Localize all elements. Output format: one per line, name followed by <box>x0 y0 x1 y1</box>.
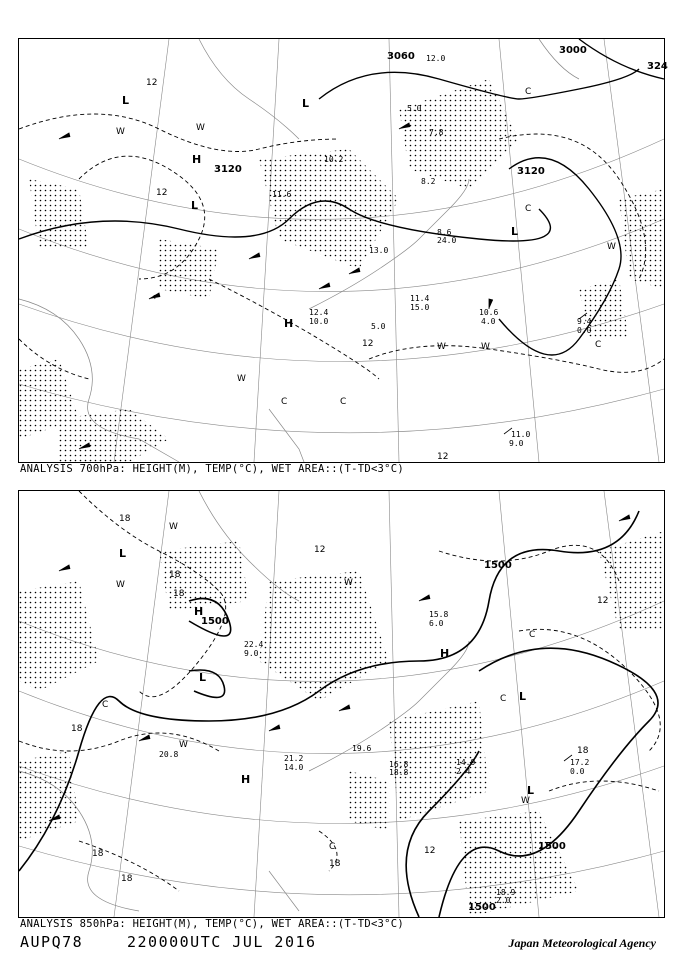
station-value: 5.0 <box>371 322 386 331</box>
height-label: 1500 <box>538 841 566 852</box>
isotherm-label: 12 <box>362 339 374 349</box>
isotherm-label: 12 <box>597 596 609 606</box>
low-center: L <box>302 97 310 110</box>
top-panel-caption: ANALYSIS 700hPa: HEIGHT(M), TEMP(°C), WET AREA::(T-TD<3°C) <box>20 463 405 475</box>
station-value: 9.4 <box>577 317 592 326</box>
station-value: 5.0 <box>407 104 422 113</box>
station-value: 8.2 <box>421 177 436 186</box>
cold-center: C <box>329 842 336 852</box>
map-700hpa-canvas <box>19 39 668 462</box>
station-value: 16.8 <box>389 760 409 769</box>
warm-center: W <box>179 740 188 750</box>
low-center: L <box>119 547 127 560</box>
station-value: 11.4 <box>410 294 430 303</box>
isotherm-label: 12 <box>424 846 436 856</box>
warm-center: W <box>116 580 125 590</box>
low-center: L <box>519 690 527 703</box>
station-value: 11.0 <box>511 430 531 439</box>
low-center: L <box>122 94 130 107</box>
station-value: 0.0 <box>570 767 585 776</box>
station-value: 7.8 <box>429 128 444 137</box>
isotherm-label: 12 <box>314 545 326 555</box>
station-value: 15.0 <box>410 303 430 312</box>
low-center: L <box>511 225 519 238</box>
station-value: 2.0 <box>496 896 511 905</box>
isotherm-label: 18 <box>577 746 589 756</box>
station-value: 22.4 <box>244 640 264 649</box>
cold-center: C <box>595 340 602 350</box>
isotherm-label: 18 <box>121 874 133 884</box>
high-center: H <box>440 647 450 660</box>
isotherm-label: 12 <box>156 188 168 198</box>
height-label: 1500 <box>468 902 496 913</box>
station-value: 19.6 <box>352 744 372 753</box>
map-850hpa <box>18 490 665 918</box>
station-value: 17.2 <box>570 758 590 767</box>
height-label: 1500 <box>484 560 512 571</box>
low-center: L <box>199 671 207 684</box>
low-center: L <box>191 199 199 212</box>
isotherm-label: 18 <box>329 859 341 869</box>
high-center: H <box>194 605 204 618</box>
station-value: 21.2 <box>284 754 304 763</box>
station-value: 9.0 <box>509 439 524 448</box>
station-value: 12.0 <box>426 54 446 63</box>
station-value: 20.8 <box>159 750 179 759</box>
high-center: H <box>192 153 202 166</box>
warm-center: W <box>481 342 490 352</box>
cold-center: C <box>525 204 532 214</box>
warm-center: W <box>521 796 530 806</box>
station-value: 10.0 <box>309 317 329 326</box>
height-label: 3120 <box>214 164 242 175</box>
map-850hpa-canvas <box>19 491 664 917</box>
cold-center: C <box>281 397 288 407</box>
bulletin-code: AUPQ78 <box>20 933 84 951</box>
station-value: 15.8 <box>429 610 449 619</box>
station-value: 12.4 <box>309 308 329 317</box>
station-value: 6.0 <box>429 619 444 628</box>
height-label: 3120 <box>517 166 545 177</box>
cold-center: C <box>340 397 347 407</box>
station-value: 18.8 <box>389 768 409 777</box>
warm-center: W <box>196 123 205 133</box>
station-value: 10.2 <box>324 155 344 164</box>
map-700hpa <box>18 38 668 463</box>
isotherm-label: 12 <box>437 452 449 462</box>
station-value: 11.6 <box>272 190 292 199</box>
height-label: 1500 <box>201 616 229 627</box>
warm-center: W <box>116 127 125 137</box>
analysis-time: 220000UTC JUL 2016 <box>127 933 317 951</box>
station-value: 18.9 <box>496 888 516 897</box>
isotherm-label: 18 <box>173 589 185 599</box>
high-center: H <box>284 317 294 330</box>
high-center: H <box>241 773 251 786</box>
station-value: 4.0 <box>481 317 496 326</box>
coastlines <box>19 491 469 911</box>
isotherm-label: 18 <box>71 724 83 734</box>
isotherm-label: 18 <box>169 570 181 580</box>
station-value: 9.0 <box>244 649 259 658</box>
warm-center: W <box>344 578 353 588</box>
height-label: 3000 <box>559 45 587 56</box>
warm-center: W <box>169 522 178 532</box>
isotherm-label: 12 <box>146 78 158 88</box>
station-value: 14.9 <box>456 758 476 767</box>
graticule <box>19 491 664 917</box>
station-value: 2.4 <box>456 767 471 776</box>
warm-center: W <box>607 242 616 252</box>
cold-center: C <box>525 87 532 97</box>
station-value: 14.0 <box>284 763 304 772</box>
height-contours <box>19 511 658 917</box>
station-value: 8.6 <box>437 228 452 237</box>
low-center: L <box>527 784 535 797</box>
warm-center: W <box>437 342 446 352</box>
station-value: 10.6 <box>479 308 499 317</box>
height-label: 3060 <box>387 51 415 62</box>
cold-center: C <box>529 630 536 640</box>
station-value: 13.0 <box>369 246 389 255</box>
bottom-panel-caption: ANALYSIS 850hPa: HEIGHT(M), TEMP(°C), WET AREA::(T-TD<3°C) <box>20 918 405 930</box>
station-value: 24.0 <box>437 236 457 245</box>
agency-name: Japan Meteorological Agency <box>508 936 656 950</box>
isotherm-label: 18 <box>92 849 104 859</box>
height-label: 324 <box>647 61 668 72</box>
station-value: 0.0 <box>577 326 592 335</box>
cold-center: C <box>500 694 507 704</box>
warm-center: W <box>237 374 246 384</box>
isotherm-label: 18 <box>119 514 131 524</box>
cold-center: C <box>102 700 109 710</box>
